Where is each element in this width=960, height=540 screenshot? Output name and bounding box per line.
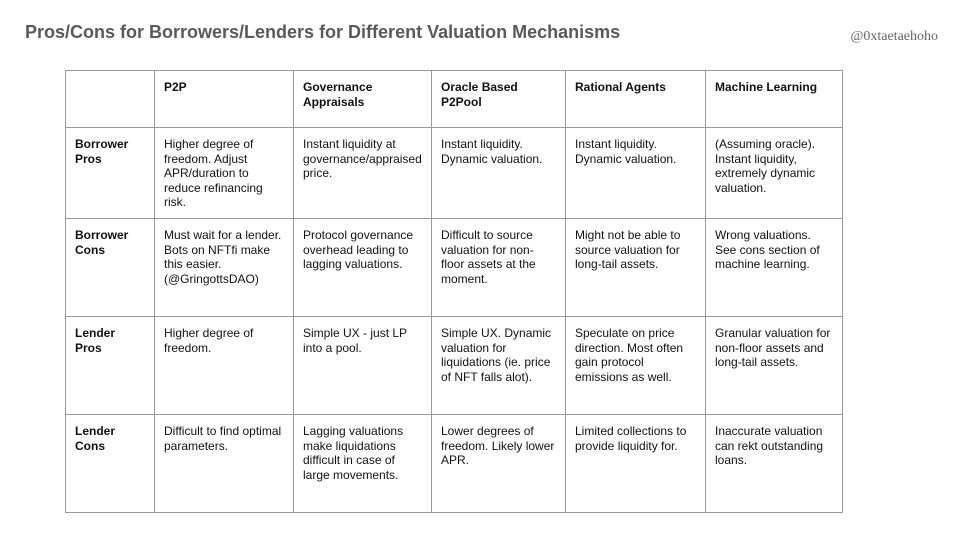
table-cell: Difficult to source valuation for non-floor assets at the moment. — [432, 219, 566, 317]
table-cell: Wrong valuations. See cons section of machine learning. — [706, 219, 843, 317]
header-cell-rational-agents: Rational Agents — [566, 71, 706, 128]
header-cell-empty — [66, 71, 155, 128]
table-cell: Difficult to find optimal parameters. — [155, 415, 294, 513]
table-cell: Must wait for a lender. Bots on NFTfi make this easier. (@GringottsDAO) — [155, 219, 294, 317]
table-cell: Higher degree of freedom. — [155, 317, 294, 415]
row-label: Lender Pros — [66, 317, 155, 415]
table-cell: Limited collections to provide liquidity for. — [566, 415, 706, 513]
table-cell: Instant liquidity at governance/appraised price. — [294, 128, 432, 219]
comparison-table — [65, 70, 843, 513]
table-cell: Instant liquidity. Dynamic valuation. — [566, 128, 706, 219]
table-cell: Protocol governance overhead leading to lagging valuations. — [294, 219, 432, 317]
row-label: Borrower Pros — [66, 128, 155, 219]
header-cell-p2p: P2P — [155, 71, 294, 128]
row-label: Borrower Cons — [66, 219, 155, 317]
table-row-lender-pros — [66, 317, 843, 415]
table-row-lender-cons — [66, 415, 843, 513]
table-cell: Simple UX - just LP into a pool. — [294, 317, 432, 415]
table-cell: Lagging valuations make liquidations difficult in case of large movements. — [294, 415, 432, 513]
row-label: Lender Cons — [66, 415, 155, 513]
header-cell-machine-learning: Machine Learning — [706, 71, 843, 128]
author-handle: @0xtaetaehoho — [850, 29, 938, 44]
table-cell: Inaccurate valuation can rekt outstanding loans. — [706, 415, 843, 513]
table-row-borrower-pros — [66, 128, 843, 219]
table-cell: Higher degree of freedom. Adjust APR/duration to reduce refinancing risk. — [155, 128, 294, 219]
header-cell-governance-appraisals: Governance Appraisals — [294, 71, 432, 128]
header-cell-oracle-based-p2pool: Oracle Based P2Pool — [432, 71, 566, 128]
table-row-borrower-cons — [66, 219, 843, 317]
slide-title: Pros/Cons for Borrowers/Lenders for Different Valuation Mechanisms — [25, 22, 621, 42]
table-cell: Lower degrees of freedom. Likely lower APR. — [432, 415, 566, 513]
table-cell: (Assuming oracle). Instant liquidity, extremely dynamic valuation. — [706, 128, 843, 219]
table-cell: Simple UX. Dynamic valuation for liquidations (ie. price of NFT falls alot). — [432, 317, 566, 415]
table-header-row — [66, 71, 843, 128]
table-cell: Granular valuation for non-floor assets and long-tail assets. — [706, 317, 843, 415]
table-cell: Might not be able to source valuation for long-tail assets. — [566, 219, 706, 317]
table-cell: Speculate on price direction. Most often gain protocol emissions as well. — [566, 317, 706, 415]
table-cell: Instant liquidity. Dynamic valuation. — [432, 128, 566, 219]
